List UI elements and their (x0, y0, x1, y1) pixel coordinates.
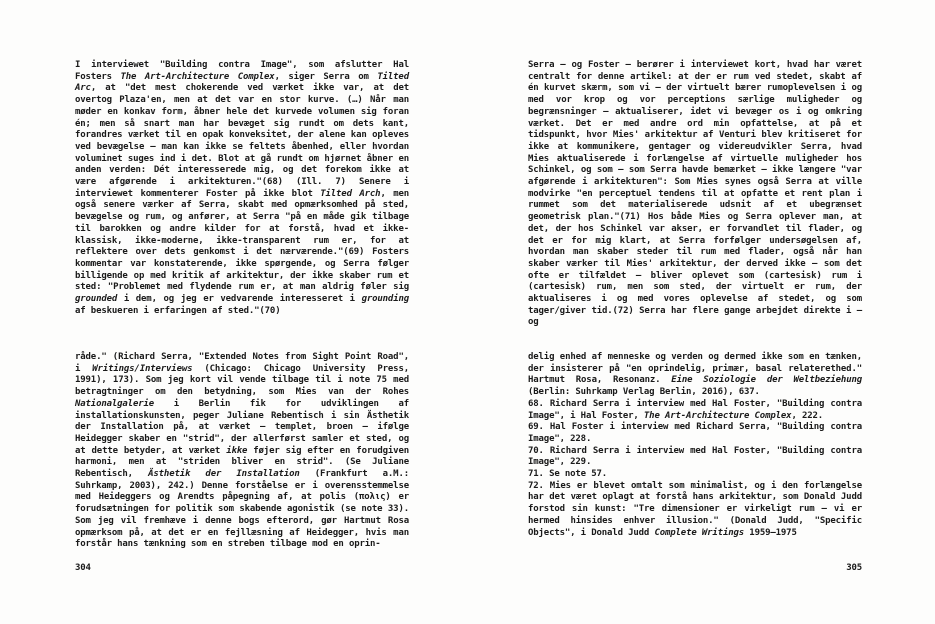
right-notes-text (528, 352, 862, 539)
left-footnote-text (75, 352, 409, 551)
paragraph: 71. Se note 57. (528, 469, 608, 480)
left-main-text (75, 60, 409, 317)
page-right (528, 0, 862, 624)
paragraph: I interviewet "Building contra Image", som afslutter Hal Fosters The Art-Architecture Complex, siger Serra om Tilted Arc, at "det mest chokerende ved værket ikke var, at det overtog Plaza'en, men at det var en stor kurve. (…) Når man møder en konkav form, åbner hele det kurvede volumen sig foran én; men så snart man har bevæget sig rundt om dets kant, forandres værket til en opak konveksitet, der alene kan opleves ved bevægelse — man kan ikke se feltets åbenhed, eller hvordan voluminet suges ind i det. Blot at gå rundt om hjørnet åbner en anden verden: Dét interesserede mig, og det forekom ikke at være afgørende i arkitekturen."(68) (Ill. 7) Senere i interviewet kommenterer Foster på ikke blot Tilted Arch, men også senere værker af Serra, skabt med opmærksomhed på sted, bevægelse og rum, og anfører, at Serra "på en måde gik tilbage til barokken og andre kilder for at forstå, hvad et ikke-klassisk, ikke-moderne, ikke-transparent rum er, for at reflektere over dets genkomst i det nærværende."(69) Fosters kommentar var konstaterende, ikke spørgende, og Serra følger billigende op med kritik af arkitektur, der ikke skaber rum et sted: "Problemet med flydende rum er, at man aldrig føler sig grounded i dem, og jeg er vedvarende interesseret i grounding af beskueren i erfaringen af sted."(70) (75, 60, 410, 316)
paragraph: 69. Hal Foster i interview med Richard Serra, "Building contra Image", 228. (528, 422, 862, 444)
paragraph: 70. Richard Serra i interview med Hal Foster, "Building contra Image", 229. (528, 445, 862, 468)
paragraph: 68. Richard Serra i interview med Hal Foster, "Building contra Image", i Hal Foster, The Art-Architecture Complex, 222. (528, 398, 862, 421)
paragraph: delig enhed af menneske og verden og dermed ikke som en tænken, der insisterer på "en oprindelig, primær, basal relaterethed." Hartmut Rosa, Resonanz. Eine Soziologie der Weltbeziehung (Berlin: Suhrkamp Verlag Berlin, 2016), 637. (528, 352, 862, 398)
paragraph: råde." (Richard Serra, "Extended Notes from Sight Point Road", i Writings/Interviews (Chicago: Chicago University Press, 1991), 173). Som jeg kort vil vende tilbage til i note 75 med betragtninger om den betydning, som Mies van der Rohes Nationalgalerie i Berlin fik for udviklingen af installationskunsten, peger Juliane Rebentisch i sin Ästhetik der Installation på, at værket — templet, broen — ifølge Heidegger skaber en "strid", der allerførst samler et sted, og at dette betyder, at værket ikke føjer sig efter en forudgiven harmoni, men at "striden bliver en strid". (Se Juliane Rebentisch, Ästhetik der Installation (Frankfurt a.M.: Suhrkamp, 2003), 242.) Denne forståelse er i overensstemmelse med Heideggers og Arendts påpegning af, at polis (πολις) er forudsætningen for politik som skabende agonistik (se note 33). Som jeg vil fremhæve i denne bogs efterord, gør Hartmut Rosa opmærksom på, at det er en fejllæsning af Heidegger, hvis man forstår hans tænkning som en streben tilbage mod en oprin- (75, 352, 409, 550)
page-number-right: 305 (846, 563, 862, 573)
page-number-left: 304 (75, 563, 91, 573)
page-left (75, 0, 409, 624)
right-main-text (528, 60, 862, 329)
paragraph: 72. Mies er blevet omtalt som minimalist, og i den forlængelse har det været oplagt at forstå hans arkitektur, som Donald Judd forstod sin kunst: "Tre dimensioner er virkeligt rum — vi er hermed hinsides enhver illusion." (Donald Judd, "Specific Objects", i Donald Judd Complete Writings 1959–1975 (528, 480, 862, 538)
paragraph: Serra — og Foster — berører i interviewet kort, hvad har været centralt for denne artikel: at der er rum ved stedet, skabt af én kurvet skærm, som vi — der virtuelt bærer rumoplevelsen i og med vor krop og vor perceptions særlige muligheder og begrænsninger — aktualiserer, idet vi bevæger os i og omkring værket. Det er med andre ord min opfattelse, at på et tidspunkt, hvor Mies' arkitektur af Venturi blev kritiseret for ikke at kommunikere, gentager og videreudvikler Serra, hvad Mies aktualiserede i forlængelse af virtuelle muligheder hos Schinkel, og som — som Serra havde bemærket — ikke længere "var afgørende i arkitekturen": Som Mies synes også Serra at ville modvirke "en perceptuel tendens til at opfatte et rent plan i rummet som det materialiserede udsnit af et ubegrænset geometrisk plan."(71) Hos både Mies og Serra oplever man, at det, der hos Schinkel var akser, er forvandlet til flader, og det er for mig klart, at Serra forfølger undersøgelsen af, hvordan man skaber steder til rum med flader, også når han skaber værker til Mies' arkitektur, der derved ikke — som det ofte er tilfældet — bliver oplevet som (cartesisk) rum i (cartesisk) rum, men som sted, der virtuelt er rum, der aktualiseres i og med vores oplevelse af stedet, og som tager/giver tid.(72) Serra har flere gange arbejdet direkte i — og (528, 60, 862, 328)
